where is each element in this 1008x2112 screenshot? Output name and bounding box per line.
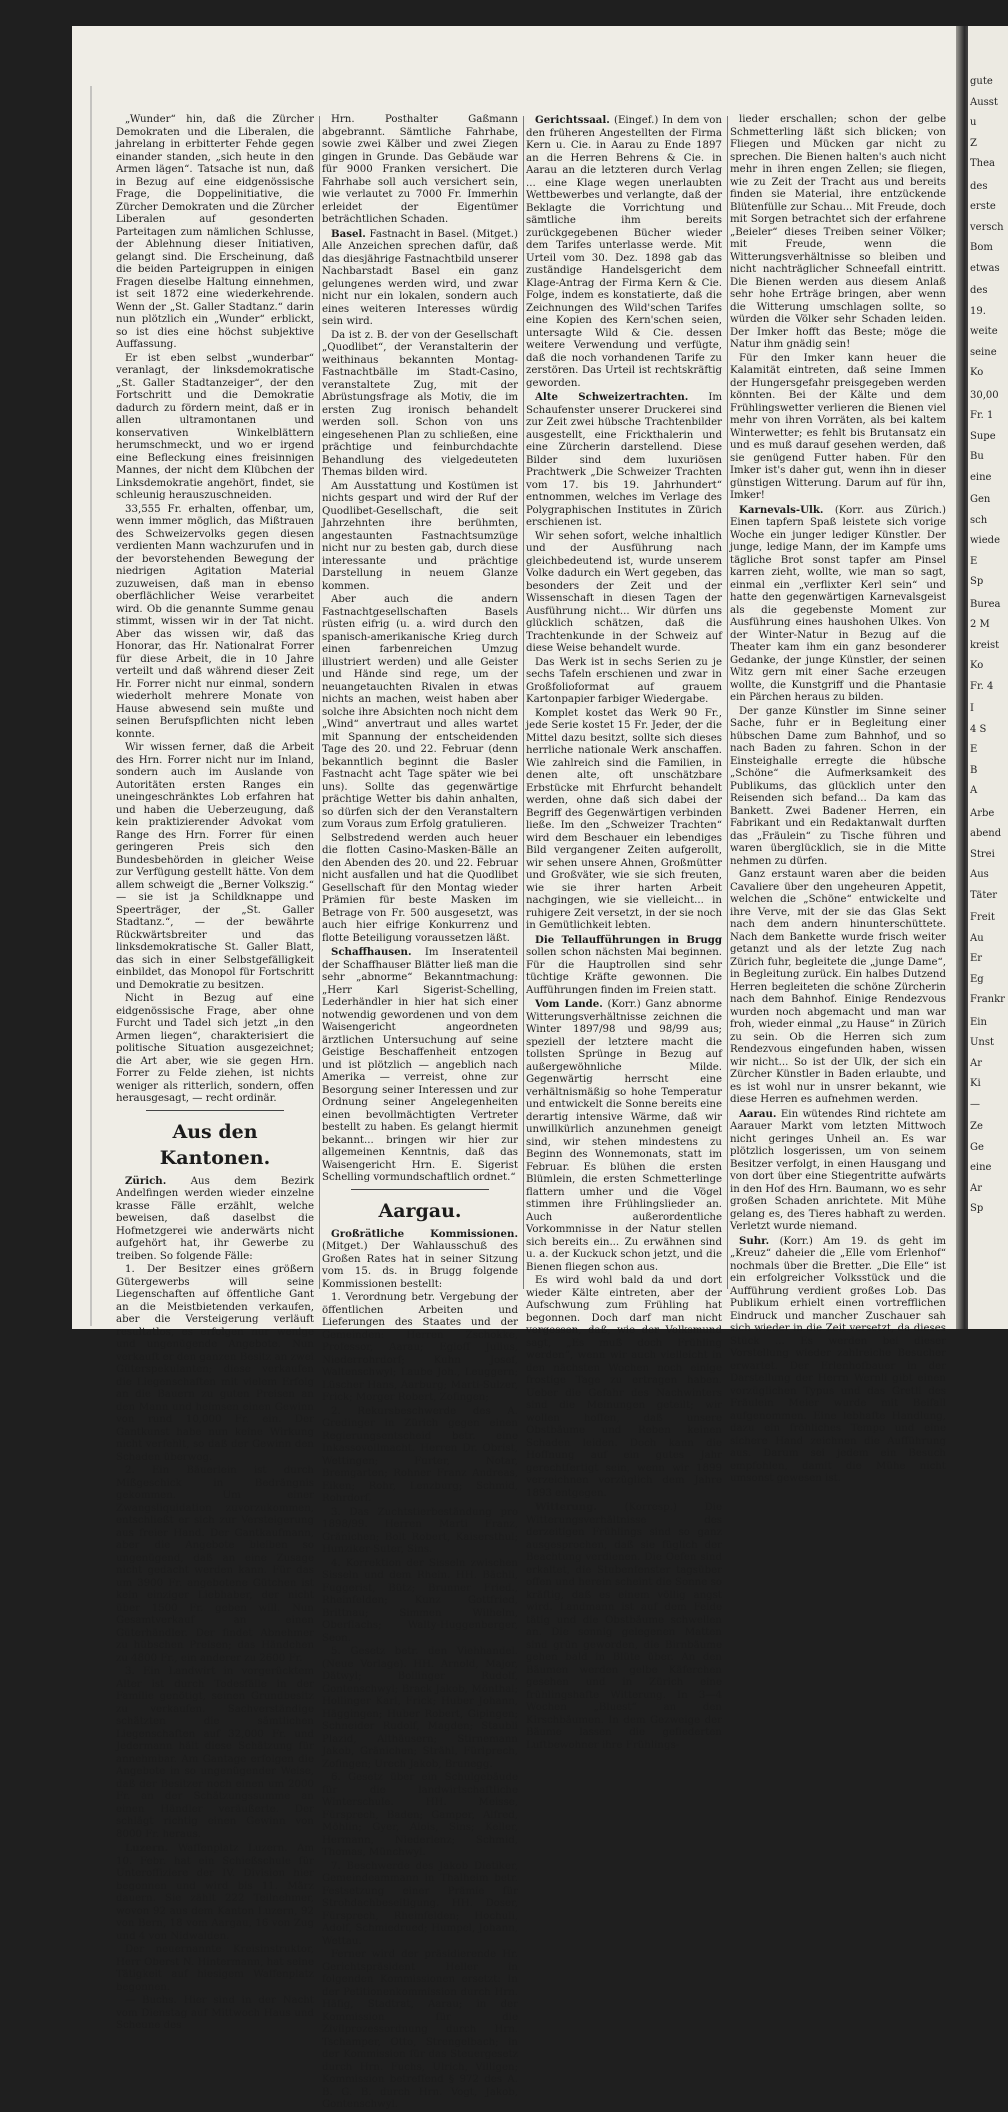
next-page-fragment: Er: [970, 953, 983, 964]
article-text: (Eingef.) In dem von den früheren Angestellten der Firma Kern u. Cie. in Aarau zu Ende 1897 an die Herren Behrens & Cie. in Aarau an die letzteren durch Verlag ... eine Klage wegen unerlaubten Wettbewerbes und verlangte, daß der Beklagte die Vorrichtung und sämtliche ihm bereits zurückgegebenen Bücher wieder dem Tarifes unterlasse werde. Mit Urteil vom 30. Dez. 1898 gab das zuständige Handelsgericht dem Klage-Antrag der Firma Kern & Cie. Folge, indem es konstatierte, daß die Zeichnungen des Wild'schen Tarifes eine Kopien des Kern'schen seien, untersagte Wild & Cie. dessen weitere Verwendung und verfügte, daß die noch vorhandenen Tarife zu zerstören. Das Urteil ist rechtskräftig geworden.: [526, 115, 722, 389]
next-page-fragment: Z: [970, 137, 977, 149]
next-page-fragment: E: [970, 744, 978, 755]
next-page-fragment: Thea: [970, 158, 995, 169]
next-page-fragment: eine: [970, 1162, 992, 1173]
article-text: Im Schaufenster unserer Druckerei sind zur Zeit zwei hübsche Trachtenbilder ausgestellt, eine Frickthalerin und eine Zürcherin darstellend. Diese Bilder sind dem luxuriösen Prachtwerk „Die Schweizer Trachten vom 17. bis 19. Jahrhundert“ entnommen, welches im Verlage des Polygraphischen Institutes in Zürich erschienen ist.: [526, 392, 722, 528]
paragraph: 1. Der Besitzer eines größern Gütergewerbs will seine Liegenschaften auf öffentliche Gant an die Meistbietenden verkaufen, aber die Versteigerung verläuft resultatlos, es erfolgen nur wenige und ungenügende Angebote. Nun verkauft er den ganzen Besitz an zwei Güterspekulanten; diese verkaufen die Liegenschaften mit vielem Erfolg an die Bauern zu guten Preisen an den Mann und heimsen einen Gewinn von rund 10,000 Fr. ein. Der Gantkunst habe nun keine Wirkung nicht verfehlt, so daß der Gewinn den Schaden überwog.: [116, 1264, 314, 1463]
article: [730, 1108, 946, 1234]
paragraph: 2. Rekursbeschwerde des A. Gredinger in Zürich gegen einen Regierungsentscheid betr. eine Inkassovollmacht. Herren Dr. Obrist, Wettingen; Furter, Notar, Bremgarten; Rohner Franz Andreas, Eiken; Rohr, Lenzburg; Schmid, Rohrdorf.: [322, 1405, 518, 1504]
article-text: (Korr. aus Zürich.) Einen tapfern Spaß leistete sich vorige Woche ein junger lediger Künstler. Der junge, ledige Mann, der im Kampfe ums tägliche Brot sonst tapfer am Pinsel karren zieht, wollte, wie man so sagt, einmal ein „verflixter Kerl sein“ und hatte den gegenwärtigen Karnevalsgeist als die gegebenste Moment zur Ausführung eines haushohen Ulkes. Von der Winter-Natur in Bezug auf die Theater kam ihm ein ganz besonderer Gedanke, der junge Künstler, der seinen Witz gern mit einer Sache erzeugen wollte, die Kunstgriff und die Phantasie ein Pärchen heraus zu bilden.: [730, 504, 946, 703]
article: [526, 934, 722, 998]
next-page-fragment: des: [970, 180, 988, 192]
article-text: (Korresp.) Die Witterungsverhältnisse des derzeitigen Frühlings sind so ganz ausgesprochen, daß sie füglich der Beachtung verdienen. Die Oefen sind erkaltet, die Stubenfenster tagsüber offen und herein scheint die Sonne so kräftig, daß es einem völlig angst wird. Landmann ist auf dem Felde tätig und die Obstbäume schwellen an. Die sonnig gelegenen Matten sind grün geworden, die Birnbäume gehen bald in Blüte über. An den Bäumen werden gelbe Käferchen gesehen und in Zürich eine frühlingshafte Witterung. In 3—4 Wochen „Bluest“ an den Kirschbäumen. In dem Gezweige der Bäume lassen die gefiederten Luftbewohner ihre Frühlings-: [526, 1502, 722, 1751]
next-page-fragment: wiede: [970, 535, 1000, 546]
article-lead: Suhr.: [739, 1234, 770, 1247]
paragraph: Es wird wohl bald da und dort wieder Kälte eintreten, aber der Aufschwung zum Frühling hat begonnen. Doch darf man nicht vergessen, daß, wie der Volksmund sagt, „Es muß doch Frühling werden“, wenn wir auch vielleicht in den nächsten Wochen noch einige frostige Tage zu ertragen haben. Ueber die Gefahr des Nachwinters sind die Meinungen geteilt; wir wollen hoffen, daß unsere Obstbäume und Reben keinen Schaden leiden. Doch kann die Hoffnung auf ein gutes Jahr gerechtfertigt sein, wenn wir 1899 verzeichnen vorzüglich dem Jahre 1893 entgegen.: [526, 1275, 722, 1499]
newspaper-page: [72, 26, 960, 2110]
article: [322, 228, 518, 329]
next-page-fragment: Sp: [970, 1203, 984, 1214]
paragraph: 33,555 Fr. erhalten, offenbar, um, wenn immer möglich, das Mißtrauen des Schweizervolks gegen diesen verdienten Mann wachzurufen und in der bevorstehenden Bewegung der niedrigen Agitation Material zuzuweisen, daß man in ebenso oberflächlicher Weise verarbeitet wird. Ob die genannte Summe genau stimmt, wissen wir in der Tat nicht. Aber das wissen wir, daß das Honorar, das Hr. Nationalrat Forrer für diese Arbeit, die in 10 Jahre verteilt und daß während dieser Zeit Hr. Forrer nicht nur einmal, sondern wiederholt mehrere Monate von Hause abwesend sein mußte und seinen Berufspflichten nicht leben konnte.: [116, 503, 314, 740]
article: [730, 1235, 946, 1486]
paragraph: 2. Ein Bäuerlein ist durch Mißgeschick in Bedrängnis gekommen. Um einer Zwangsliquidation zuvorzukommen, entschließt er sich zur Versteigerung aus freier Hand. Der Gantkaufmann, aber die Angebote bleiben so ungenügend, daß an eine Zusage nicht gedacht werden kann. Für das um 3900 Fr. angebotene Gütchen ist kein einziger Liebhaber, der nicht über 1500 Fr. geben will. Nun Gesamtverkauf an einen Güterhändler. Der findet Abnehmer zu hübschen Preisen; das Händchen zu 4800 Fr., ein anderer zu 2600 Fr.: [116, 1465, 314, 1664]
paragraph: Da ist z. B. der von der Gesellschaft „Quodlibet“, der Veranstalterin der weithinaus bekannten Montag-Fastnachtbälle im Stadt-Casino, veranstaltete Zug, mit der Abrüstungsfrage als Motiv, die im ersten Zug ironisch behandelt werden soll. Schon von uns eingesehenen Plan zu schließen, eine prächtige und feinburchdachte Behandlung des vielgedeuteten Themas bilden wird.: [322, 329, 518, 478]
next-page-fragment: Ge: [970, 1141, 984, 1153]
article-text: (Korr.) Am 19. ds geht im „Kreuz“ daheier die „Elle vom Erlenhof“ nochmals über die Bretter. „Die Elle“ ist ein erfolgreicher Volksstück und die Aufführung verdient großes Lob. Das Publikum erhielt einen vortrefflichen Eindruck und mancher Zuschauer sah sich wieder in die Zeit versetzt, da dieses Stück ... Es werden bei dieser Vorstellung wieder zahlreiche Besucher erwartet. Der Erlenhofbauer in der Darstellung der Herrn Wernli gibt einen vorzüglichen Typus und das Gretli des Fräulein Meier wurde mit Beifall aufgenommen. Eine lebhafte Handlung, dazu ein fröhliches Tempo und eine sichere Hand zeichnen die Aufführung aus. Darum sei jedem ein Besuch empfohlen, damit die Mühe nicht umsonst gewesen ist.: [730, 1235, 946, 1484]
paragraph: Ganz erstaunt waren aber die beiden Cavaliere über den ungeheuren Appetit, welchen die „Schöne“ entwickelte und ihre Verve, mit der sie das Glas Sekt nach dem andern hinunterschüttete. Nach dem Bankette wurde frisch weiter getanzt und als der letzte Zug nach Zürich fuhr, begleitete die „junge Dame“, in Begleitung zurück. Ein halbes Dutzend Herren begleiteten die schöne Zürcherin nach dem Bahnhof. Einige Rendezvous wurden noch abgemacht und man war froh, wieder einmal „zu Hause“ in Zürich zu sein. Ob die Herren sich zum Rendezvous eingefunden haben, wissen wir nicht... So ist der Ulk, der sich ein Zürcher Künstler in Baden erlaubte, und es ist wohl nur in unsrer bekannt, wie diese Herren es aufnehmen werden.: [730, 869, 946, 1105]
binding-bracket: [90, 86, 106, 1326]
paragraph: Wir wissen ferner, daß die Arbeit des Hrn. Forrer nicht nur im Inland, sondern auch im Auslande von Autoritäten ersten Ranges ein uneingeschränktes Lob erfahren hat und haben die Ueberzeugung, daß kein praktizierender Advokat vom Range des Hrn. Forrer für einen geringeren Preis sich den Bundesbehörden in gleicher Weise zur Verfügung gestellt hätte. Von dem allem schweigt die „Berner Volkszig.“ — sie ist ja Schildknappe und Speerträger, der „St. Galler Stadtanz.“, — der bewährte Rückwärtsbreiter und das linksdemokratische St. Galler Blatt, das sich in einer Selbstgefälligkeit einbildet, das Monopol für Fortschritt und Demokratie zu besitzen.: [116, 742, 314, 991]
next-page-fragment: abend: [970, 828, 1002, 839]
paragraph: Ferner wird der präsidierende Hr. Gerichtspräsident Heller in folgenden Kommissionen ersetzt: In der Petitionenkommission durch Hrn. Häfig, Stadtrat, Aarau; in der Kommission für die Zivilprozessordnung durch Hrn. Tschamper, Otto, Strengelbach; in der Kommission für das Steuergesetz durch Hrn. Fuchs, Ulrich, Villigen; Kommission betreffend § 972 des A. B. G. B. durch Hrn. Vogt, Jakob, Gontenschwyl.: [322, 1949, 518, 2110]
divider: [351, 1189, 488, 1190]
next-page-fragment: Bom: [970, 242, 993, 253]
column-4: [730, 114, 946, 1484]
paragraph: — Buchs. Hier sind in der Nacht vom Dienstag auf Mittwoch Haus und Scheune des: [116, 1995, 314, 2031]
next-page-fragment: Ki: [970, 1078, 981, 1089]
article-text: Waffenplatz Luzern. Am 10. Febr. hat ein Schießschule für Unteroffiziere der IV. Division hier begonnen und wird bis 11. März dauern. Sie zählt 222 Teilnehmer, wovon 92 aus dem Kanton Luzern, 92 von Bern, 18 vom Aargau, 16 von Zug und 4 von Nidwalden.: [116, 1843, 314, 1942]
next-page-fragment: seine: [970, 346, 997, 358]
paragraph: 1. Verordnung betr. Vergebung der öffentlichen Arbeiten und Lieferungen des Staates und der Gemeinden: Herren Zschokke, Professor, Aarau; Egloff Julius, Niederrohrdorf; Kuhn Josef, Waltenschwyl; Laube Joh., Leuggern; Lüscher Hans, Aarburg; Marti-Sulzer, Frick; Morger Robert, Zofingen;: [322, 1292, 518, 1403]
next-page-fragment: erste: [970, 201, 996, 212]
paragraph: Er ist eben selbst „wunderbar“ veranlagt, der linksdemokratische „St. Galler Stadtanzeiger“, der den Fortschritt und die Demokratie dadurch zu fördern meint, daß er in allen ultramontanen und konservativen Winkelblättern herumschmeckt, und wo er irgend eine Befleckung eines freisinnigen Mannes, der nicht dem Klübchen der Linksdemokratie angehört, findet, sie schleunig herauszuschneiden.: [116, 352, 314, 501]
paragraph: 5. Gesetz betr. den Viehhandel. (Neue Vorlage). HH. Arnold, Major, Dätwyl; Bollinger Rudolf, Gontenschwyl; Brack Jakob, Mönthal; Hollinger Karl, Frick; Huber Johann, Häggingen; Huber Robert, Gipingen; Schneider Rudolf, Magden; Staubli Plazid, Althäusern; Stirnemann Jakob, Gränichen; Strähl, Fürlprech, Zofingen; Urech Jakob, Brunegg.: [322, 1646, 518, 1770]
next-page-fragment: Unst: [970, 1037, 995, 1048]
section-heading: Aus den Kantonen.: [159, 1120, 271, 1169]
article-text: sollen schon nächsten Mai beginnen. Für die Hauptrollen sind sehr tüchtige Kräfte gewonnen. Die Aufführungen finden im Freien statt.: [526, 947, 722, 996]
next-page-fragment: Aus: [970, 869, 989, 880]
next-page-fragment: Ausst: [970, 96, 998, 108]
next-page-fragment: Ar: [970, 1182, 983, 1194]
article-text: (Korr.) Ganz abnorme Witterungsverhältnisse zeichnen die Winter 1897/98 und 98/99 aus; speziell der letztere macht die tollsten Sprünge in Bezug auf außergewöhnliche Milde. Gegenwärtig herrscht eine verhältnismäßig so hohe Temperatur und entwickelt die Sonne bereits eine derartig intensive Wärme, daß wir unwillkürlich anzunehmen geneigt sind, wir stehen mindestens zu Beginn des Wonnemonats, statt im Februar. Es blühen die ersten Blümlein, die ersten Schmetterlinge flattern umher und die Vögel stimmen ihre Frühlingslieder an. Auch außerordentliche Vorkommnisse in der Natur stellen sich bereits ein... Zu erwähnen sind u. a. der Kuckuck schon jetzt, und die Bienen fliegen schon aus.: [526, 999, 722, 1273]
paragraph: Nicht in Bezug auf eine eidgenössische Frage, aber ohne Furcht und Tadel sich jetzt „in den Armen liegen“, charakterisiert die politische Situation ausgezeichnet; die Art aber, wie sie gegen Hrn. Forrer zu Felde ziehen, ist nichts weniger als ritterlich, sondern, offen herausgesagt, — recht ordinär.: [116, 993, 314, 1104]
column-rule: [523, 116, 524, 1289]
paragraph: lieder erschallen; schon der gelbe Schmetterling läßt sich blicken; von Fliegen und Mücken gar nicht zu sprechen. Die Bienen halten's auch nicht mehr in ihren engen Zellen; sie fliegen, wie zu Zeit der Tracht aus und bereits finden sie Material, ihre entzückende Blütenfülle zur Schau... Mit Freude, doch mit Sorgen betrachtet sich der erfahrene „Beieler“ dieses Treiben seiner Völker; mit Freude, wenn die Witterungsverhältnisse so bleiben und nicht nachträglicher Schneefall eintritt. Die Bienen werden aus diesem Anlaß sehr hohe Erträge bringen, aber wenn die Witterung umschlagen sollte, so würden die Völker sehr Schaden leiden. Der Imker hofft das Beste; möge die Natur ihm gnädig sein!: [730, 114, 946, 350]
paragraph: Am Ausstattung und Kostümen ist nichts gespart und wird der Ruf der Quodlibet-Gesellschaft, die seit Jahrzehnten ihre berühmten, angestaunten Fastnachtsumzüge nicht nur zu besten gab, durch diese interessante und prächtige Darstellung in neuem Glanze kommen.: [322, 480, 518, 592]
article: [116, 1842, 314, 1943]
article-text: Aus dem Bezirk Andelfingen werden wieder einzelne krasse Fälle erzählt, welche beweisen, daß daselbst die Hofmetzgerei wie anderwärts nicht aufgehört hat, ihr Gewerbe zu treiben. So folgende Fälle:: [116, 1175, 314, 1262]
next-page-fragment: des: [970, 285, 988, 296]
paragraph: Der neuernannte Kreisinstruktor, Herr Oberst N. Hintermann, hat seine Tätigkeit auf hiesigem Waffenplatz begonnen.: [116, 1944, 314, 1993]
column-rule: [727, 116, 728, 1289]
next-page-fragment: Ze: [970, 1121, 983, 1132]
column-2: [322, 114, 518, 2110]
next-page-edge: [968, 26, 1008, 1329]
article-lead: Luzern.: [125, 1842, 169, 1854]
next-page-fragment: Ein: [970, 1016, 987, 1028]
next-page-fragment: B: [970, 764, 978, 776]
article-lead: Aarau.: [739, 1107, 777, 1120]
next-page-fragment: Ar: [970, 1057, 983, 1069]
next-page-fragment: Bu: [970, 451, 984, 462]
next-page-fragment: Fr. 4: [970, 680, 994, 692]
article-text: (Mitget.) Der Wahlausschuß des Großen Rates hat in seiner Sitzung vom 15. ds. in Brugg folgende Kommissionen bestellt:: [322, 1241, 518, 1290]
article-lead: Gerichtssaal.: [535, 114, 610, 126]
next-page-fragment: —: [970, 1098, 980, 1110]
section-heading: Aargau.: [378, 1199, 462, 1222]
article-lead: Die Tellaufführungen in Brugg: [535, 933, 722, 946]
paragraph: 4. Korrektion der Sisseln zwischen Sisseln und dem Rhein. HH. Bächli, Fuggerist, Bütz; Brunner Fried., Rheinfelden; Kunz Gottfried, Brittnau; Simmen Wilhelm, Oberflachs; Walty-Huggenberger, Seon.: [322, 1557, 518, 1644]
article-lead: Basel.: [331, 227, 366, 240]
next-page-fragments: [968, 26, 1008, 1216]
article: [322, 946, 518, 1185]
next-page-fragment: u: [970, 117, 977, 128]
paragraph: 7. Beschwerde des Jakob Dietiker, Gemeindeammann in Thalheim betr. Festsetzung einer Prämie für Strohdachbeseitigung. HH. Doser, Fürsprech, Rheinfelden; Hochuli, Adolf, Schmiedrued; Humpel, Johann, Wettau.: [322, 1860, 518, 1947]
paragraph: „Wunder“ hin, daß die Zürcher Demokraten und die Liberalen, die jahrelang in erbitterter Fehde gegen einander standen, „sich heute in den Armen lägen“. Tatsache ist nun, daß in Bezug auf eine eidgenössische Frage, die Doppelinitiative, die Zürcher Demokraten und die Zürcher Liberalen auf gesonderten Parteitagen zum nämlichen Schlusse, der Ablehnung dieser Initiativen, gelangt sind. Die Erscheinung, daß die beiden Parteigruppen in einigen Fragen dieselbe Haltung einnehmen, ist seit 1872 eine wiederkehrende. Wenn der „St. Galler Stadtanz.“ darin nun plötzlich ein „Wunder“ erblickt, so ist dies eine höchst subjektive Auffassung.: [116, 114, 314, 350]
paragraph: 6. Gesetz über ein Schulgebäude für die landwirtschaftliche Winterschule. HH. Meisse, Fürsprech, Baden; Gamper, Alfred, Möhlin; Gyer, Alois, Sins; Keller, Hermann, Niederlenz; Schmid, Thomas, Münchwyl.: [322, 1772, 518, 1858]
article-lead: Karnevals-Ulk.: [739, 503, 824, 516]
article-text: Im Inseratenteil der Schaffhauser Blätter ließ man die sehr „abnorme“ Bekanntmachung: „Herr Karl Sigerist-Schelling, Lederhändler in hier hat sich einer notwendig gewordenen und von dem Waisengericht angeordneten ärztlichen Untersuchung auf seine Geistige Beschaffenheit entzogen und ist plötzlich — angeblich nach Amerika — verreist, ohne zur Besorgung seiner Interessen und zur Ordnung seiner Angelegenheiten einen bevollmächtigten Vertreter bestellt zu haben. Es gelangt hiermit bekannt... bringen wir hier zur allgemeinen Kenntnis, daß das Waisengericht Hrn. E. Sigerist Schelling vormundschaftlich ordnet.“: [322, 947, 518, 1183]
next-page-fragment: gute: [970, 76, 993, 87]
next-page-fragment: Frankr: [970, 994, 1005, 1005]
divider: [146, 1110, 285, 1111]
next-page-fragment: E: [970, 555, 978, 567]
column-1: [116, 114, 314, 2031]
next-page-fragment: Burea: [970, 598, 1001, 610]
article-lead: Witterung.: [535, 1501, 597, 1513]
next-page-fragment: Supe: [970, 430, 996, 442]
next-page-fragment: 4 S: [970, 723, 987, 735]
next-page-fragment: weite: [970, 326, 998, 337]
paragraph: Für den Imker kann heuer die Kalamität eintreten, daß seine Immen der Hungersgefahr preisgegeben werden könnten. Bei der Kälte und dem Frühlingswetter verlieren die Bienen viel mehr von ihren Vorräten, als bei kaltem Winterwetter; es fehlt bis Brutansatz ein und es muß darauf gesehen werden, daß sie genügend Futter haben. Für den Imker ist's daher gut, wenn ihn in dieser günstigen Witterung. Darum auf für ihn, Imker!: [730, 352, 946, 501]
next-page-fragment: A: [970, 785, 978, 796]
next-page-fragment: Täter: [970, 889, 998, 901]
paragraph: Selbstredend werden auch heuer die flotten Casino-Masken-Bälle an den Abenden des 20. und 22. Februar nicht ausfallen und hat die Quodlibet Gesellschaft für den Montag wieder Prämien für beste Masken im Betrage von Fr. 500 ausgesetzt, was auch hier eifrige Konkurrenz und flotte Beteiligung voraussetzen läßt.: [322, 832, 518, 944]
paragraph: Wir sehen sofort, welche inhaltlich und der Ausführung nach gleichbedeutend ist, wurde unserem Volke dadurch ein Wert gegeben, das besonders der Zeit und der Wissenschaft in diesen Tagen der Ausführung nicht... Wir dürfen uns glücklich schätzen, daß die Trachtenkunde in der Schweiz auf diese Weise behandelt wurde.: [526, 530, 722, 654]
article: [526, 114, 722, 390]
paragraph: 3. Das Zuchtstierbeständung pro 1898/99. Herren Marti Franz, Gränichen; Bolt Robert, Kaisersthul; Hunziker-Suter, Sins.: [322, 1506, 518, 1555]
next-page-fragment: versch: [970, 221, 1004, 233]
article: [526, 998, 722, 1274]
next-page-fragment: I: [970, 703, 974, 714]
next-page-fragment: Strei: [970, 848, 995, 860]
next-page-fragment: Fr. 1: [970, 410, 994, 421]
paragraph: Komplet kostet das Werk 90 Fr., jede Serie kostet 15 Fr. Jeder, der die Mittel dazu besitzt, sollte sich dieses herrliche nationale Werk anschaffen. Wie zahlreich sind die Familien, in denen alte, oft unschätzbare Erbstücke mit Ehrfurcht behandelt werden, ohne daß sich dabei der Begriff des Gegenwärtigen verbinden ließe. Im den „Schweizer Trachten“ wird dem Beschauer ein lebendiges Bild vergangener Zeiten aufgerollt, wir sehen unsere Ahnen, Großmütter und Großväter, wie sie sich freuten, wie sie ihrer harten Arbeit nachgingen, wie sie vielleicht... in ruhigere Zeit versetzt, in der sie noch in Gemütlichkeit lebten.: [526, 707, 723, 931]
next-page-fragment: 2 M: [970, 619, 990, 630]
next-page-fragment: kreist: [970, 639, 1000, 651]
article-lead: Großrätliche Kommissionen.: [331, 1227, 518, 1240]
next-page-fragment: Gen: [970, 494, 991, 505]
paragraph: Aber auch die andern Fastnachtgesellschaften Basels rüsten eifrig (u. a. wird durch den spanisch-amerikanische Krieg durch einen farbenreichen Umzug illustriert werden) und alle Geister und Hände sind rege, um der neuangetauchten Rivalen in etwas nichts an machen, weist haben aber solche ihre Absichten noch nicht dem „Wind“ anvertraut und alles wartet mit Spannung der entscheidenden Tage des 20. und 22. Februar (denn bekanntlich beginnt die Basler Fastnacht acht Tage später wie bei uns). Sollte das gegenwärtige prächtige Wetter bis dahin anhalten, so dürfen sich der den Veranstaltern zum Voraus zum Erfolg gratulieren.: [322, 594, 518, 830]
next-page-fragment: etwas: [970, 262, 1000, 274]
next-page-fragment: Eg: [970, 973, 984, 985]
paragraph: Hrn. Posthalter Gaßmann abgebrannt. Sämtliche Fahrhabe, sowie zwei Kälber und zwei Ziegen gingen in Grunde. Das Gebäude war für 9000 Franken versichert. Die Fahrhabe soll auch versichert sein, wie verlautet zu 7000 Fr. Immerhin erleidet der Eigentümer beträchtlichen Schaden.: [322, 114, 518, 225]
next-page-fragment: 30,00: [970, 389, 999, 401]
next-page-fragment: Ko: [970, 660, 984, 671]
next-page-fragment: Au: [970, 932, 984, 944]
article-lead: Vom Lande.: [535, 998, 603, 1010]
column-rule: [319, 116, 320, 1289]
paragraph: Der ganze Künstler im Sinne seiner Sache, fuhr er in Begleitung einer hübschen Dame zum Bahnhof, und so nach Baden zu fahren. Schon in der Einsteighalle erregte die hübsche „Schöne“ die Aufmerksamkeit des Publikums, das glücklich unter den Reisenden sich befand... Da kam das Bankett. Zwei Badener Herren, ein Fabrikant und ein Redaktanwalt durften das „Fräulein“ zu Tische führen und waren überglücklich, sie in die Mitte nehmen zu dürfen.: [730, 705, 946, 867]
next-page-fragment: 19.: [970, 305, 986, 317]
next-page-fragment: Freit: [970, 912, 995, 923]
next-page-fragment: Sp: [970, 576, 984, 587]
article: [526, 1501, 722, 1752]
article: [116, 1175, 314, 1264]
article-lead: Schaffhausen.: [331, 946, 412, 958]
paragraph: Das Werk ist in sechs Serien zu je sechs Tafeln erschienen und zwar in Großfolioformat auf grauem Kartonpapier farbiger Wiedergabe.: [526, 656, 722, 705]
article: [730, 504, 946, 705]
next-page-fragment: Ko: [970, 367, 984, 378]
next-page-fragment: eine: [970, 471, 992, 483]
article: [322, 1228, 518, 1292]
next-page-fragment: sch: [970, 514, 988, 526]
article-text: Ein wütendes Rind richtete am Aarauer Markt vom letzten Mittwoch nicht geringes Unheil an. Es war plötzlich losgerissen, um von seinem Besitzer verfolgt, in einen Hausgang und von dort über eine Stiegentritte aufwärts in den Hof des Hrn. Baumann, wo es sehr großen Schaden anrichtete. Mit Mühe gelang es, des Tieres habhaft zu werden. Verletzt wurde niemand.: [730, 1108, 946, 1232]
article-text: Fastnacht in Basel. (Mitget.) Alle Anzeichen sprechen dafür, daß das diesjährige Fastnachtbild unserer Nachbarstadt Basel ein ganz gelungenes werden wird, und zwar nicht nur ein lokalen, sondern auch eines weiteren Interesses würdig sein wird.: [322, 228, 518, 327]
next-page-fragment: Arbe: [970, 807, 995, 819]
article-lead: Zürich.: [125, 1174, 167, 1187]
column-3: [526, 114, 723, 1751]
article: [526, 391, 722, 530]
paragraph: 3. Ein Landwirt in vorgerücktem Alter ist durch Todesfälle in der Familie genötigt, seinen Grundbesitz zu verkaufen. Sachverständige schätzten die sämtlichen Liegenschaften auf 32,000 Fr. und Jedermann hält diese Schätzung für annehmbar. Am Gantage erfolgen die Angebote in so ungenügender Weise, daß der Besitzer noch einen um 2000 Fr. an der Schätzungssumme an einen Händler veräußerte. Der schlägt richtig einen Gewinn von 8000 Fr. heraus.: [116, 1666, 314, 1840]
article-lead: Alte Schweizertrachten.: [535, 391, 689, 403]
